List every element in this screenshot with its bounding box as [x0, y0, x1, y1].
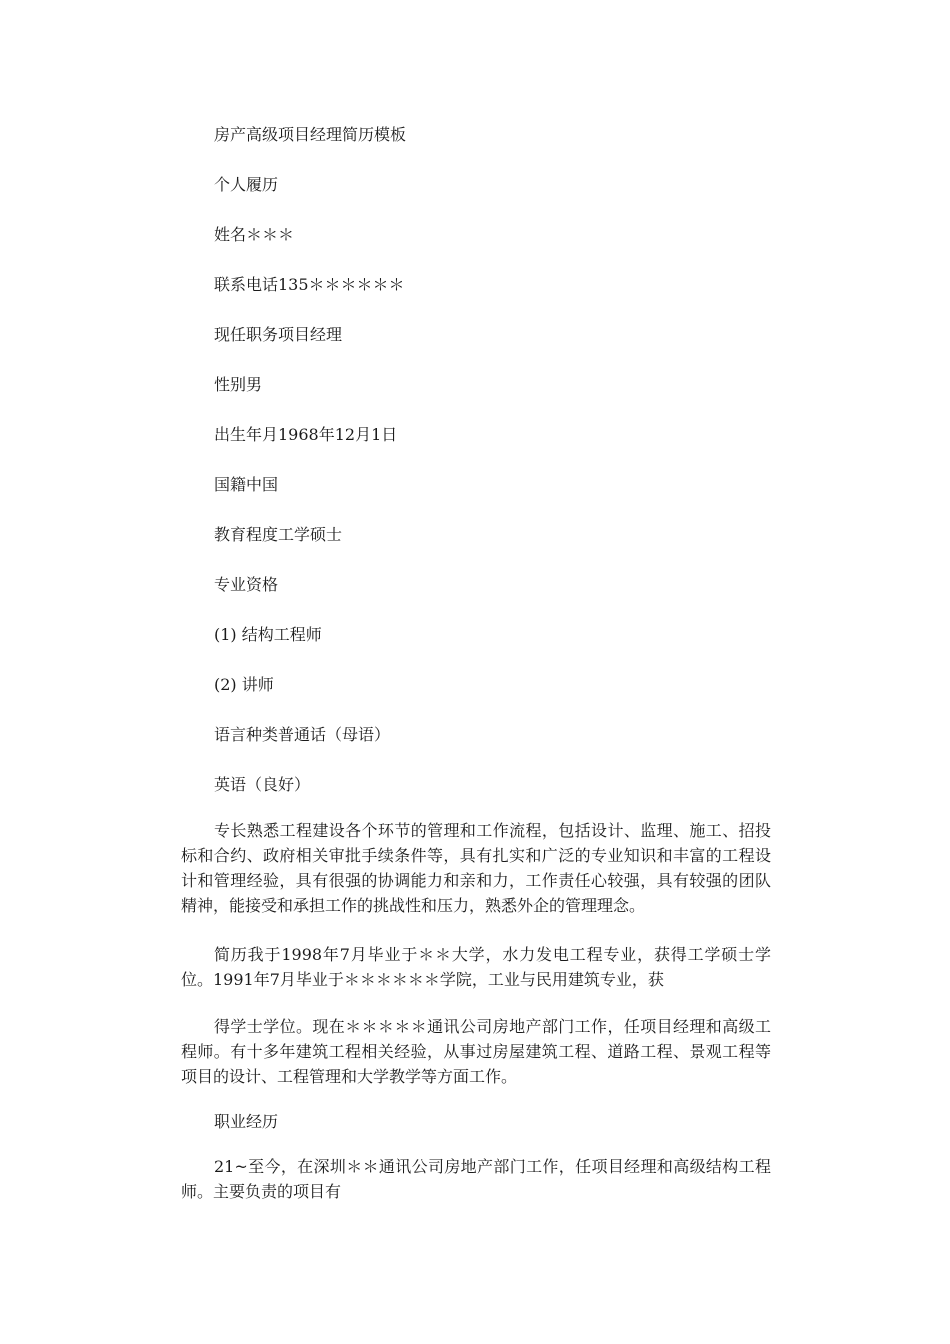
- paragraph-resume-continued: 得学士学位。现在＊＊＊＊＊通讯公司房地产部门工作，任项目经理和高级工程师。有十多年建筑工程相关经验，从事过房屋建筑工程、道路工程、景观工程等项目的设计、工程管理和大学教学等方面工作。: [181, 1017, 771, 1086]
- field-qualifications-heading: 专业资格: [214, 575, 279, 594]
- document-title: 房产高级项目经理简历模板: [214, 125, 407, 144]
- qualification-item-1: (1) 结构工程师: [214, 625, 322, 644]
- qualification-item-2: (2) 讲师: [214, 675, 274, 694]
- paragraph-expertise: 专长熟悉工程建设各个环节的管理和工作流程，包括设计、监理、施工、招投标和合约、政府相关审批手续条件等，具有扎实和广泛的专业知识和丰富的工程设计和管理经验，具有很强的协调能力和亲和力，工作责任心较强，具有较强的团队精神，能接受和承担工作的挑战性和压力，熟悉外企的管理理念。: [181, 821, 771, 915]
- field-nationality: 国籍中国: [214, 475, 279, 494]
- field-languages: 语言种类普通话（母语）: [214, 725, 391, 744]
- field-language-english: 英语（良好）: [214, 775, 311, 794]
- section-heading-career: 职业经历: [214, 1112, 279, 1131]
- field-phone: 联系电话135＊＊＊＊＊＊: [214, 275, 405, 294]
- field-birth-date: 出生年月1968年12月1日: [214, 425, 398, 444]
- field-name: 姓名＊＊＊: [214, 225, 295, 244]
- field-current-position: 现任职务项目经理: [214, 325, 343, 344]
- document-body: [181, 118, 771, 1228]
- paragraph-resume-education: 简历我于1998年7月毕业于＊＊大学，水力发电工程专业，获得工学硕士学位。1991年7月毕业于＊＊＊＊＊＊学院，工业与民用建筑专业，获: [181, 945, 771, 989]
- paragraph-career-current: 21~至今，在深圳＊＊通讯公司房地产部门工作，任项目经理和高级结构工程师。主要负责的项目有: [181, 1157, 771, 1201]
- field-education: 教育程度工学硕士: [214, 525, 343, 544]
- section-heading-personal-resume: 个人履历: [214, 175, 279, 194]
- field-gender: 性别男: [214, 375, 263, 394]
